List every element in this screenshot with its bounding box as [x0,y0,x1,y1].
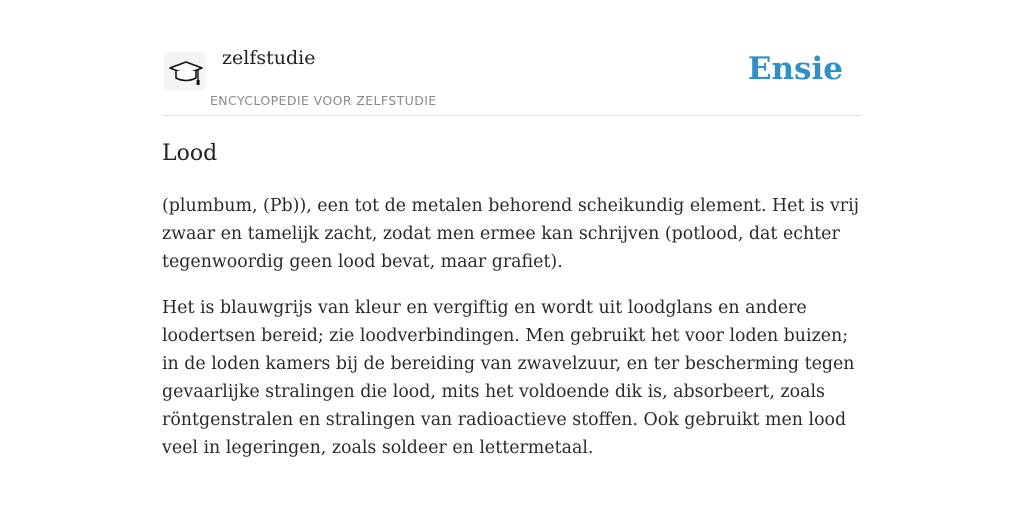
site-tagline: ENCYCLOPEDIE VOOR ZELFSTUDIE [210,93,437,108]
article-paragraph: Het is blauwgrijs van kleur en vergiftig en wordt uit loodglans en andere loodertsen bereid; zie loodverbindingen. Men gebruikt het voor loden buizen; in de loden kamers bij de bereiding van zwavelzuur, en ter bescherming tegen gevaarlijke stralingen die lood, mits het voldoende dik is, absorbeert, zoals röntgenstralen en stralingen van radioactieve stoffen. Ook gebruikt men lood veel in legeringen, zoals soldeer en lettermetaal. [162,298,855,458]
article-title: Lood [162,141,218,166]
graduation-cap-icon[interactable] [164,52,206,90]
header [162,0,862,116]
brand-logo[interactable]: Ensie [747,51,843,87]
article-body [162,192,862,480]
page [162,0,862,512]
article-paragraph: (plumbum, (Pb)), een tot de metalen behorend scheikundig element. Het is vrij zwaar en tamelijk zacht, zodat men ermee kan schrijven (potlood, dat echter tegenwoordig geen lood bevat, maar grafiet). [162,196,860,272]
site-name[interactable]: zelfstudie [222,47,316,69]
